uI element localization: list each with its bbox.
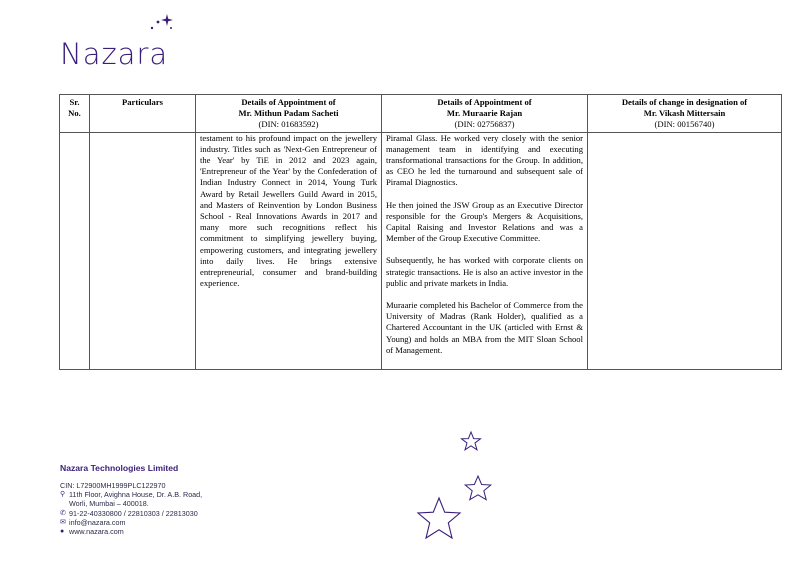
footer-address-line1: 11th Floor, Avighna House, Dr. A.B. Road, — [69, 490, 203, 500]
location-icon: ⚲ — [60, 491, 66, 499]
star-icon — [462, 432, 481, 450]
cell-sr-no — [60, 132, 90, 369]
cell-col2-paragraph-3: Subsequently, he has worked with corporate clients on strategic transactions. He is also an active investor in the public and private markets in India. — [386, 255, 583, 288]
star-icon — [418, 498, 460, 538]
table-row — [60, 132, 782, 369]
phone-icon: ✆ — [60, 509, 66, 517]
footer-phone — [60, 509, 202, 518]
header-col1-din: (DIN: 01683592) — [258, 119, 319, 130]
header-col1 — [196, 95, 382, 133]
footer-email-text[interactable]: info@nazara.com — [69, 517, 126, 527]
footer-address-line2: Worli, Mumbai – 400018. — [69, 499, 149, 509]
footer-website[interactable] — [60, 527, 202, 536]
header-col3-name: Mr. Vikash Mittersain — [643, 108, 726, 119]
footer-website-text[interactable]: www.nazara.com — [69, 527, 124, 537]
sparkle-icon — [148, 12, 174, 36]
header-col1-title: Details of Appointment of — [241, 97, 336, 107]
footer-email[interactable] — [60, 518, 202, 527]
header-col3-title: Details of change in designation of — [621, 97, 748, 107]
decorative-stars — [405, 425, 515, 550]
globe-icon: ● — [60, 528, 65, 536]
footer-address-2 — [60, 499, 202, 508]
nazara-logo — [60, 12, 175, 74]
footer-cin-text: CIN: L72900MH1999PLC122970 — [60, 481, 166, 490]
cell-col1 — [196, 132, 382, 369]
cell-col2-paragraph-2: He then joined the JSW Group as an Executive Director responsible for the Group's Mergers & Acquisitions, Capital Raising and Investor Relations and was a Member of the Group Executive Committee. — [386, 199, 583, 244]
footer — [60, 463, 202, 536]
header-col3 — [588, 95, 782, 133]
cell-col2-paragraph-4: Muraarie completed his Bachelor of Commerce from the University of Madras (Rank Holder), qualified as a Chartered Accountant in the UK (articled with Ernst & Young) and holds an MBA from the MIT Sloan School of Management. — [386, 300, 583, 355]
cell-particulars — [90, 132, 196, 369]
header-col2-title: Details of Appointment of — [437, 97, 532, 107]
header-particulars: Particulars — [90, 95, 196, 133]
footer-address — [60, 490, 202, 499]
header-sr-no: Sr. No. — [60, 95, 90, 133]
star-icon — [465, 476, 491, 500]
header-col2-name: Mr. Muraarie Rajan — [446, 108, 523, 119]
header-col1-name: Mr. Mithun Padam Sacheti — [238, 108, 339, 119]
header-col3-din: (DIN: 00156740) — [654, 119, 715, 130]
appointment-details-table — [59, 94, 782, 370]
footer-cin — [60, 481, 202, 490]
footer-phone-text: 91-22-40330800 / 22810303 / 22813030 — [69, 508, 198, 518]
cell-col1-paragraph: testament to his profound impact on the jewellery industry. Titles such as 'Next-Gen Entrepreneur of the Year' by TiE in 2012 and 2023 again, 'Entrepreneur of the Year' by the Confederation of Indian Industry Connect in 2014, Young Turk Award by Retail Jewellers Guild Award in 2015, and Masters of Reinvention by London Business School - Real Innovations Awards in 2017 and many more such recognitions reflect his commitment to simplifying jewellery buying, empowering customers, and integrating jewellery into daily lives. He brings extensive entrepreneurial, consumer and brand-building experience. — [200, 132, 377, 289]
footer-company-name: Nazara Technologies Limited — [60, 463, 179, 473]
header-col2 — [382, 95, 588, 133]
cell-col3 — [588, 132, 782, 369]
email-icon: ✉ — [60, 518, 66, 526]
cell-col2-paragraph-1: Piramal Glass. He worked very closely with the senior management team in identifying and executing transformational transactions for the Group. In addition, as CEO he led the turnaround and subsequent sale of Piramal Diagnostics. — [386, 132, 583, 188]
logo-wordmark: Nazara — [60, 37, 169, 71]
header-col2-din: (DIN: 02756837) — [454, 119, 515, 130]
cell-col2 — [382, 132, 588, 369]
